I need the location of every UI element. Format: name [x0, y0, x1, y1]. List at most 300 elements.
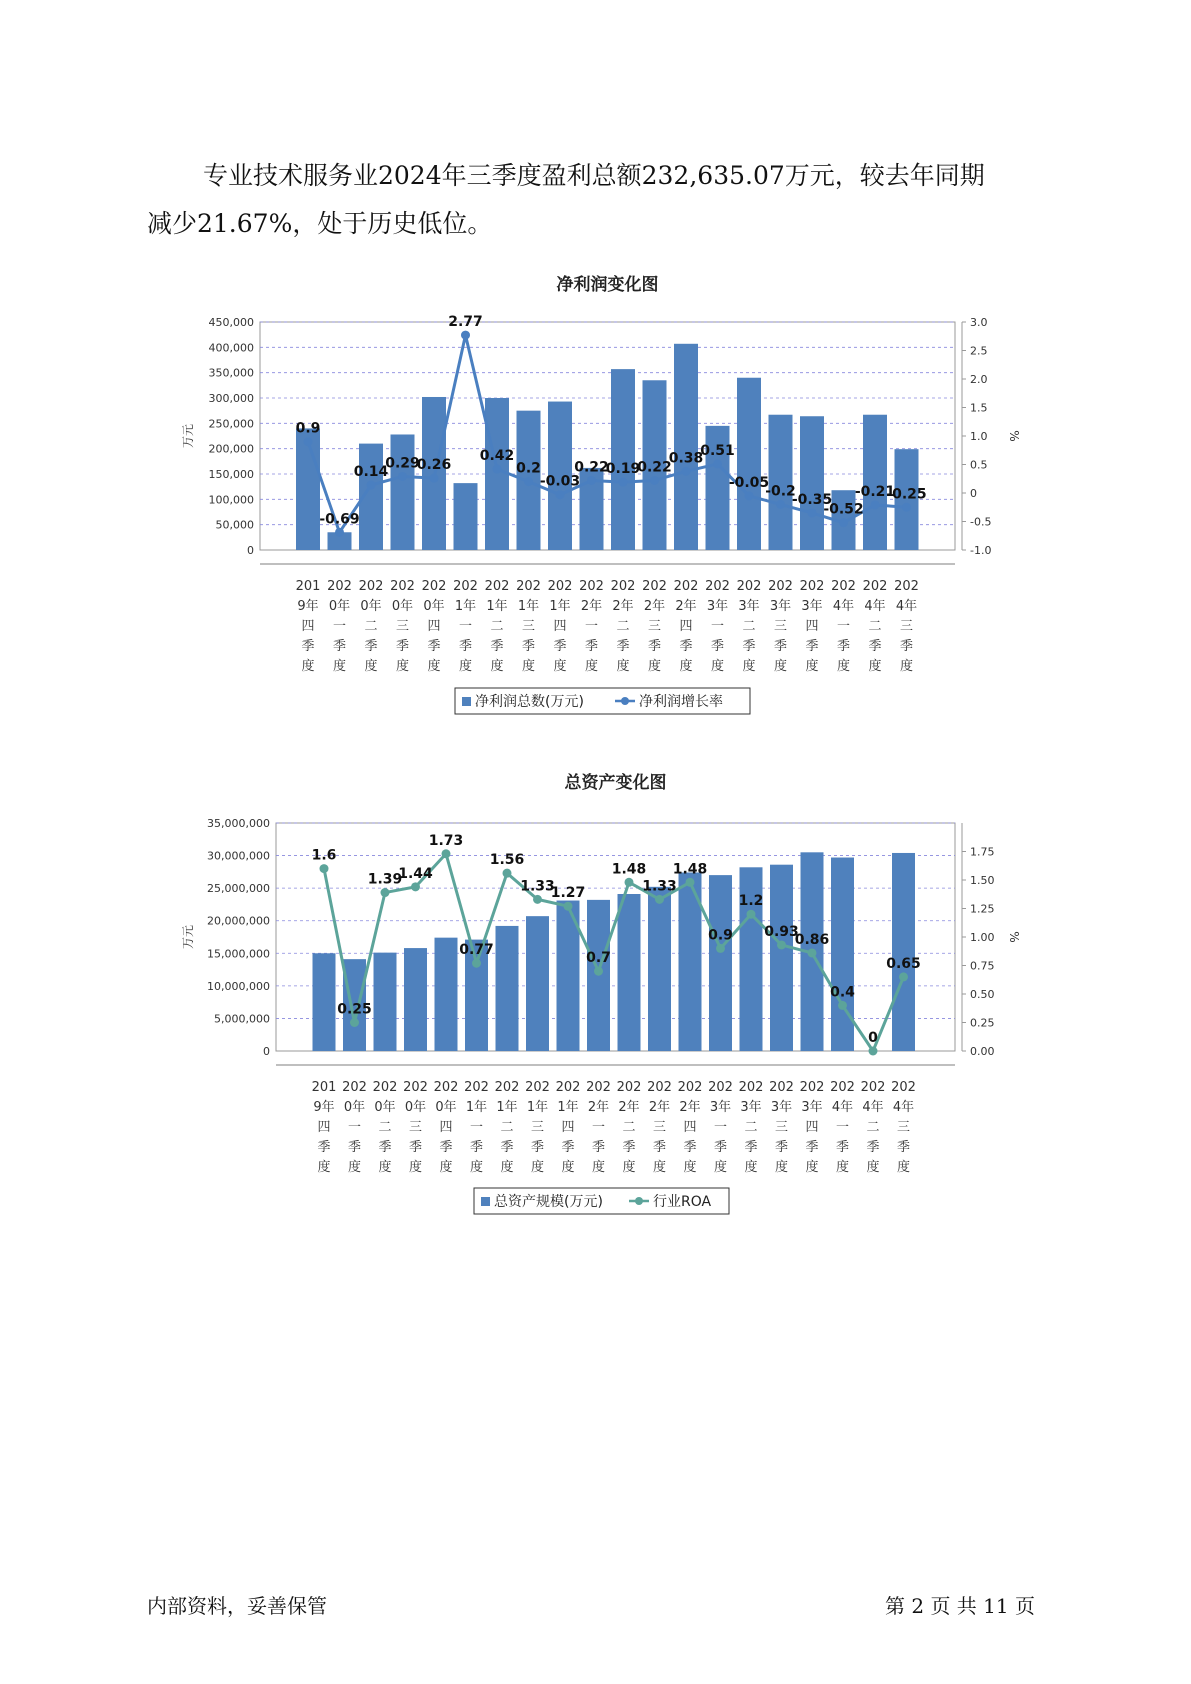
x-tick-label: 202	[894, 579, 919, 594]
x-tick-label: 三	[773, 619, 788, 634]
data-label: -0.52	[823, 501, 864, 518]
x-tick-label: 度	[364, 659, 378, 674]
x-tick-label: 度	[868, 659, 882, 674]
line-point	[524, 477, 533, 486]
data-label: 0.65	[886, 955, 921, 972]
x-tick-label: 3年	[770, 1100, 793, 1115]
summary-line-1: 专业技术服务业2024年三季度盈利总额232,635.07万元，较去年同期	[203, 161, 985, 190]
x-tick-label: 度	[408, 1160, 423, 1175]
x-tick-label: 201	[295, 579, 321, 594]
x-tick-label: 季	[742, 639, 756, 654]
line-point	[461, 331, 470, 340]
legend-bar-swatch	[462, 697, 471, 706]
y-left-tick-label: 100,000	[208, 493, 254, 507]
x-tick-label: 202	[342, 1080, 367, 1095]
data-label: 0.9	[295, 420, 321, 437]
data-label: 1.6	[311, 847, 337, 864]
y-right-tick-label: 0.25	[970, 1016, 995, 1030]
x-tick-label: 度	[301, 659, 315, 674]
x-tick-label: 度	[835, 1160, 850, 1175]
line-point	[472, 959, 481, 968]
data-label: 0.7	[586, 950, 611, 967]
x-tick-label: 季	[521, 639, 536, 654]
x-tick-label: 1年	[557, 1100, 579, 1115]
bar	[648, 887, 671, 1051]
data-label: -0.03	[539, 473, 581, 490]
bar	[404, 948, 427, 1051]
data-label: -0.35	[791, 491, 833, 508]
x-tick-label: 1年	[465, 1100, 488, 1115]
bar	[435, 938, 458, 1051]
x-tick-label: 季	[896, 1140, 911, 1155]
legend-line-label: 净利润增长率	[639, 694, 723, 710]
y-right-tick-label: 0.75	[970, 959, 995, 973]
y-left-tick-label: 15,000,000	[207, 947, 270, 961]
y-right-tick-label: -0.5	[970, 515, 992, 529]
x-tick-label: 度	[773, 659, 788, 674]
x-tick-label: 四	[561, 1120, 575, 1135]
x-tick-label: 4年	[895, 599, 918, 614]
data-label: 0.29	[385, 455, 420, 472]
x-tick-label: 季	[713, 1140, 728, 1155]
x-tick-label: 4年	[831, 1100, 854, 1115]
data-label: 0.77	[459, 942, 494, 959]
x-tick-label: 季	[347, 1140, 362, 1155]
x-tick-label: 二	[500, 1120, 514, 1135]
x-tick-label: 0年	[404, 1100, 427, 1115]
x-tick-label: 季	[427, 639, 441, 654]
y-right-tick-label: 3.0	[970, 316, 988, 329]
y-right-tick-label: 1.75	[970, 845, 995, 859]
x-tick-label: 季	[679, 639, 693, 654]
x-tick-label: 202	[372, 1080, 398, 1095]
y-right-axis-title: %	[1007, 430, 1021, 442]
x-tick-label: 季	[652, 1140, 667, 1155]
bar	[800, 416, 824, 550]
data-label: 1.48	[611, 861, 647, 878]
y-right-tick-label: 1.50	[970, 874, 995, 887]
x-tick-label: 度	[742, 659, 756, 674]
x-tick-label: 201	[311, 1080, 337, 1095]
x-tick-label: 二	[868, 619, 882, 634]
data-label: 0.25	[337, 1001, 372, 1018]
line-point	[381, 888, 390, 897]
y-left-tick-label: 50,000	[215, 518, 254, 532]
x-tick-label: 202	[433, 1080, 459, 1095]
data-label: -0.69	[319, 511, 360, 528]
legend-bar-label: 总资产规模(万元)	[494, 1194, 603, 1210]
line-point	[556, 490, 565, 499]
data-label: 1.33	[642, 878, 677, 895]
x-tick-label: 季	[584, 639, 599, 654]
x-tick-label: 季	[899, 639, 914, 654]
line-point	[745, 491, 754, 500]
x-tick-label: 202	[831, 579, 856, 594]
data-label: -0.05	[728, 474, 770, 491]
x-tick-label: 3年	[738, 599, 760, 614]
x-tick-label: 季	[500, 1140, 514, 1155]
line-point	[493, 465, 502, 474]
x-tick-label: 度	[683, 1160, 697, 1175]
bar	[391, 434, 415, 550]
y-right-tick-label: 0	[970, 487, 977, 500]
x-tick-label: 1年	[526, 1100, 549, 1115]
x-tick-label: 季	[553, 639, 567, 654]
y-left-tick-label: 5,000,000	[214, 1012, 270, 1026]
line-point	[625, 878, 634, 887]
data-label: 0.93	[764, 923, 799, 940]
x-tick-label: 度	[710, 659, 725, 674]
x-tick-label: 一	[458, 619, 473, 634]
chart-title: 净利润变化图	[556, 275, 659, 295]
x-tick-label: 202	[708, 1080, 733, 1095]
line-point	[650, 476, 659, 485]
data-label: 1.27	[550, 885, 586, 902]
x-tick-label: 3年	[740, 1100, 762, 1115]
bar	[770, 865, 793, 1051]
x-tick-label: 季	[378, 1140, 392, 1155]
data-label: 0.38	[668, 450, 704, 467]
x-tick-label: 度	[805, 1160, 819, 1175]
x-tick-label: 0年	[328, 599, 351, 614]
line-point	[442, 849, 451, 858]
y-left-tick-label: 35,000,000	[207, 817, 270, 830]
x-tick-label: 202	[891, 1080, 916, 1095]
legend-line-marker	[621, 697, 629, 705]
x-tick-label: 二	[616, 619, 630, 634]
x-tick-label: 三	[899, 619, 914, 634]
legend-line-label: 行业ROA	[653, 1194, 712, 1210]
line-point	[320, 864, 329, 873]
line-point	[619, 478, 628, 487]
x-tick-label: 季	[774, 1140, 789, 1155]
x-tick-label: 季	[561, 1140, 575, 1155]
x-tick-label: 度	[553, 659, 567, 674]
y-left-tick-label: 400,000	[208, 341, 254, 355]
y-left-tick-label: 30,000,000	[207, 849, 270, 863]
line-point	[411, 882, 420, 891]
line-point	[533, 895, 542, 904]
x-tick-label: 季	[301, 639, 315, 654]
line-point	[503, 869, 512, 878]
x-tick-label: 度	[395, 659, 410, 674]
x-tick-label: 一	[835, 1120, 850, 1135]
x-tick-label: 度	[774, 1160, 789, 1175]
bar	[496, 926, 519, 1051]
line-point	[869, 1047, 878, 1056]
y-right-tick-label: 0.5	[970, 458, 988, 472]
data-label: 0.86	[794, 931, 830, 948]
bar	[892, 853, 915, 1051]
x-tick-label: 季	[490, 639, 504, 654]
data-label: 0.51	[700, 442, 735, 459]
bar	[674, 344, 698, 550]
x-tick-label: 202	[768, 579, 793, 594]
x-tick-label: 季	[591, 1140, 606, 1155]
line-point	[398, 472, 407, 481]
x-tick-label: 202	[799, 579, 825, 594]
x-tick-label: 202	[738, 1080, 764, 1095]
x-tick-label: 202	[464, 1080, 489, 1095]
x-tick-label: 3年	[706, 599, 729, 614]
legend-bar-label: 净利润总数(万元)	[475, 694, 584, 710]
x-tick-label: 度	[899, 659, 914, 674]
x-tick-label: 202	[830, 1080, 855, 1095]
x-tick-label: 202	[677, 1080, 703, 1095]
x-tick-label: 3年	[709, 1100, 732, 1115]
x-tick-label: 季	[616, 639, 630, 654]
line-point	[902, 503, 911, 512]
x-tick-label: 季	[458, 639, 473, 654]
line-point	[899, 972, 908, 981]
x-tick-label: 一	[591, 1120, 606, 1135]
x-tick-label: 四	[439, 1120, 453, 1135]
x-tick-label: 9年	[297, 599, 319, 614]
data-label: 0.2	[516, 460, 541, 477]
line-point	[686, 878, 695, 887]
x-tick-label: 202	[673, 579, 699, 594]
x-tick-label: 三	[896, 1120, 911, 1135]
line-point	[335, 528, 344, 537]
x-tick-label: 四	[683, 1120, 697, 1135]
x-tick-label: 202	[327, 579, 352, 594]
line-point	[716, 944, 725, 953]
x-tick-label: 202	[403, 1080, 428, 1095]
summary-line-2: 减少21.67%，处于历史低位。	[147, 209, 493, 238]
y-right-tick-label: 1.00	[970, 931, 995, 944]
x-tick-label: 度	[378, 1160, 392, 1175]
x-tick-label: 202	[358, 579, 384, 594]
data-label: 1.73	[428, 832, 464, 849]
line-point	[839, 518, 848, 527]
y-right-tick-label: 2.0	[970, 373, 988, 386]
x-tick-label: 度	[616, 659, 630, 674]
total-assets-chart	[0, 768, 1191, 1228]
x-tick-label: 季	[530, 1140, 545, 1155]
x-tick-label: 度	[500, 1160, 514, 1175]
x-tick-label: 度	[347, 1160, 362, 1175]
bar	[709, 875, 732, 1051]
x-tick-label: 季	[805, 639, 819, 654]
x-tick-label: 202	[642, 579, 667, 594]
line-point	[682, 467, 691, 476]
y-left-axis-title: 万元	[181, 423, 195, 449]
x-tick-label: 二	[742, 619, 756, 634]
x-tick-label: 季	[744, 1140, 758, 1155]
data-label: 1.33	[520, 878, 555, 895]
x-tick-label: 202	[862, 579, 888, 594]
x-tick-label: 三	[408, 1120, 423, 1135]
x-tick-label: 三	[774, 1120, 789, 1135]
x-tick-label: 季	[805, 1140, 819, 1155]
x-tick-label: 度	[439, 1160, 453, 1175]
x-tick-label: 202	[705, 579, 730, 594]
x-tick-label: 季	[835, 1140, 850, 1155]
x-tick-label: 二	[622, 1120, 636, 1135]
bar	[618, 894, 641, 1051]
x-tick-label: 三	[647, 619, 662, 634]
x-tick-label: 度	[584, 659, 599, 674]
x-tick-label: 202	[516, 579, 541, 594]
x-tick-label: 季	[364, 639, 378, 654]
x-tick-label: 度	[744, 1160, 758, 1175]
x-tick-label: 度	[317, 1160, 331, 1175]
line-point	[304, 437, 313, 446]
x-tick-label: 1年	[517, 599, 540, 614]
x-tick-label: 202	[586, 1080, 611, 1095]
x-tick-label: 季	[868, 639, 882, 654]
line-point	[776, 500, 785, 509]
net-profit-chart	[0, 270, 1191, 730]
line-point	[838, 1001, 847, 1010]
line-point	[713, 459, 722, 468]
x-tick-label: 0年	[435, 1100, 457, 1115]
x-tick-label: 202	[453, 579, 478, 594]
summary-paragraph	[147, 152, 1047, 248]
x-tick-label: 季	[622, 1140, 636, 1155]
data-label: 1.48	[672, 861, 708, 878]
y-left-tick-label: 250,000	[208, 417, 254, 431]
x-tick-label: 0年	[343, 1100, 366, 1115]
y-left-tick-label: 25,000,000	[207, 882, 270, 896]
x-tick-label: 4年	[864, 599, 886, 614]
data-label: 0.14	[353, 464, 389, 481]
x-tick-label: 三	[395, 619, 410, 634]
x-tick-label: 2年	[675, 599, 697, 614]
line-point	[587, 476, 596, 485]
x-tick-label: 202	[799, 1080, 825, 1095]
x-tick-label: 4年	[832, 599, 855, 614]
x-tick-label: 四	[301, 619, 315, 634]
x-tick-label: 2年	[580, 599, 603, 614]
x-tick-label: 季	[408, 1140, 423, 1155]
x-tick-label: 202	[494, 1080, 520, 1095]
line-point	[808, 508, 817, 517]
x-tick-label: 一	[347, 1120, 362, 1135]
bar	[611, 369, 635, 550]
x-tick-label: 9年	[313, 1100, 335, 1115]
x-tick-label: 四	[805, 1120, 819, 1135]
x-tick-label: 季	[469, 1140, 484, 1155]
line-point	[777, 940, 786, 949]
x-tick-label: 度	[490, 659, 504, 674]
x-tick-label: 度	[561, 1160, 575, 1175]
bar	[737, 378, 761, 550]
data-label: -0.2	[765, 483, 796, 500]
x-tick-label: 度	[458, 659, 473, 674]
x-tick-label: 季	[647, 639, 662, 654]
x-tick-label: 3年	[769, 599, 792, 614]
x-tick-label: 3年	[801, 599, 823, 614]
data-label: -0.25	[886, 486, 927, 503]
x-tick-label: 二	[490, 619, 504, 634]
x-tick-label: 三	[652, 1120, 667, 1135]
x-tick-label: 202	[555, 1080, 581, 1095]
x-tick-label: 一	[469, 1120, 484, 1135]
chart-title: 总资产变化图	[564, 773, 667, 793]
line-point	[367, 481, 376, 490]
x-tick-label: 度	[469, 1160, 484, 1175]
x-tick-label: 季	[332, 639, 347, 654]
x-tick-label: 一	[836, 619, 851, 634]
x-tick-label: 0年	[423, 599, 445, 614]
x-tick-label: 1年	[486, 599, 508, 614]
x-tick-label: 度	[591, 1160, 606, 1175]
x-tick-label: 4年	[892, 1100, 915, 1115]
data-label: 0	[868, 1030, 878, 1046]
x-tick-label: 2年	[587, 1100, 610, 1115]
x-tick-label: 季	[710, 639, 725, 654]
data-label: 1.39	[367, 871, 403, 888]
x-tick-label: 度	[427, 659, 441, 674]
bar	[526, 916, 549, 1051]
y-left-tick-label: 150,000	[208, 468, 254, 481]
x-tick-label: 度	[652, 1160, 667, 1175]
bar	[863, 415, 887, 550]
x-tick-label: 202	[616, 1080, 642, 1095]
y-left-tick-label: 0	[263, 1045, 270, 1058]
x-tick-label: 度	[805, 659, 819, 674]
x-tick-label: 1年	[496, 1100, 518, 1115]
x-tick-label: 202	[647, 1080, 672, 1095]
x-tick-label: 季	[317, 1140, 331, 1155]
x-tick-label: 2年	[679, 1100, 701, 1115]
footer-confidential: 内部资料，妥善保管	[147, 1594, 327, 1618]
x-tick-label: 季	[439, 1140, 453, 1155]
x-tick-label: 季	[395, 639, 410, 654]
x-tick-label: 2年	[643, 599, 666, 614]
data-label: 1.44	[398, 865, 433, 882]
x-tick-label: 0年	[391, 599, 414, 614]
line-point	[655, 895, 664, 904]
bar	[769, 415, 793, 550]
x-tick-label: 202	[421, 579, 447, 594]
x-tick-label: 度	[521, 659, 536, 674]
x-tick-label: 三	[530, 1120, 545, 1135]
data-label: 1.56	[489, 852, 525, 869]
x-tick-label: 度	[647, 659, 662, 674]
x-tick-label: 二	[744, 1120, 758, 1135]
data-label: 1.2	[738, 893, 764, 910]
x-tick-label: 3年	[801, 1100, 823, 1115]
bar	[454, 483, 478, 550]
data-label: 2.77	[448, 314, 483, 331]
y-right-tick-label: 1.5	[970, 401, 988, 415]
x-tick-label: 季	[866, 1140, 880, 1155]
x-tick-label: 一	[713, 1120, 728, 1135]
x-tick-label: 度	[713, 1160, 728, 1175]
y-right-tick-label: 0.50	[970, 988, 995, 1001]
y-left-tick-label: 200,000	[208, 442, 254, 456]
x-tick-label: 4年	[862, 1100, 884, 1115]
x-tick-label: 202	[860, 1080, 886, 1095]
x-tick-label: 一	[710, 619, 725, 634]
bar	[296, 428, 320, 550]
x-tick-label: 三	[521, 619, 536, 634]
data-label: 0.26	[416, 457, 452, 474]
y-left-axis-title: 万元	[181, 924, 195, 950]
data-label: 0.9	[708, 927, 733, 944]
x-tick-label: 0年	[374, 1100, 396, 1115]
y-right-tick-label: 0.00	[970, 1045, 995, 1058]
x-tick-label: 202	[525, 1080, 550, 1095]
x-tick-label: 2年	[612, 599, 634, 614]
bar	[831, 858, 854, 1051]
y-right-axis-title: %	[1007, 931, 1021, 943]
data-label: -0.21	[854, 483, 896, 500]
data-label: 0.19	[605, 461, 641, 478]
x-tick-label: 202	[579, 579, 604, 594]
